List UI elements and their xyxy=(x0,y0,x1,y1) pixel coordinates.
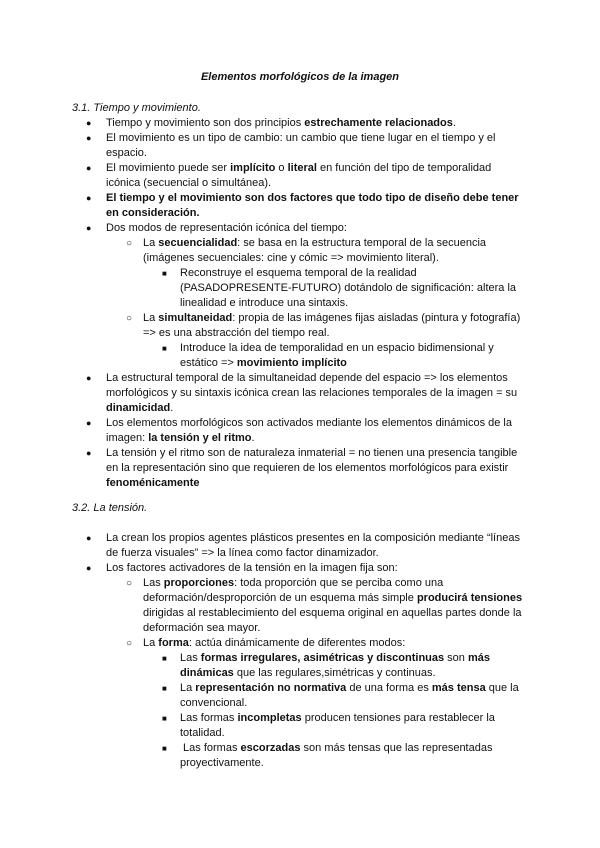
square-marker: ■ xyxy=(162,684,167,693)
bullet-marker: ● xyxy=(86,448,92,458)
bullet-marker: ● xyxy=(86,563,92,573)
section-heading-tiempo-movimiento: 3.1. Tiempo y movimiento. xyxy=(72,102,201,114)
square-marker: ■ xyxy=(162,714,167,723)
bullet-marker: ● xyxy=(86,373,92,383)
sub-sub-list-item: ■ Introduce la idea de temporalidad en un espacio bidimensional y estático => movimiento implícito xyxy=(162,342,494,369)
sub-list-item: ○ La forma: actúa dinámicamente de diferentes modos: xyxy=(126,637,406,649)
list-item: ● Los factores activadores de la tensión en la imagen fija son: xyxy=(86,562,398,574)
sub-sub-list-item: ■ Las formas escorzadas son más tensas que las representadas proyectivamente. xyxy=(162,742,493,769)
sub-list-item: ○ La secuencialidad: se basa en la estructura temporal de la secuencia (imágenes secuenciales: cine y cómic => movimiento literal). xyxy=(126,237,487,264)
bullet-marker: ● xyxy=(86,118,92,128)
sub-sub-list-item: ■ Reconstruye el esquema temporal de la realidad (PASADOPRESENTE-FUTURO) dotándolo de significación: altera la linealidad e introduce una sintaxis. xyxy=(162,267,517,309)
list-item: ● El movimiento puede ser implícito o literal en función del tipo de temporalidad icónica (secuencial o simultánea). xyxy=(86,162,492,189)
page-title: Elementos morfológicos de la imagen xyxy=(200,71,400,83)
circle-marker: ○ xyxy=(126,578,133,589)
circle-marker: ○ xyxy=(126,638,133,649)
square-marker: ■ xyxy=(162,744,167,753)
bullet-marker: ● xyxy=(86,193,92,203)
sub-list-item: ○ La simultaneidad: propia de las imágenes fijas aisladas (pintura y fotografía) => es una abstracción del tiempo real. xyxy=(126,312,521,339)
sub-sub-list-item: ■ Las formas incompletas producen tensiones para restablecer la totalidad. xyxy=(162,712,495,739)
bullet-marker: ● xyxy=(86,163,92,173)
list-item: ● La estructural temporal de la simultaneidad depende del espacio => los elementos morfológicos y su sintaxis icónica crean las relaciones temporales de la imagen = su dinamicidad. xyxy=(86,372,518,414)
bullet-marker: ● xyxy=(86,223,92,233)
list-item: ● La tensión y el ritmo son de naturaleza inmaterial = no tienen una presencia tangible en la representación sino que requieren de los elementos morfológicos para existir fenoménicamente xyxy=(86,447,518,489)
list-item: ● El movimiento es un tipo de cambio: un cambio que tiene lugar en el tiempo y el espacio. xyxy=(86,132,496,159)
bullet-marker: ● xyxy=(86,133,92,143)
square-marker: ■ xyxy=(162,344,167,353)
circle-marker: ○ xyxy=(126,238,133,249)
sub-list-item: ○ Las proporciones: toda proporción que se perciba como una deformación/desproporción de un esquema más simple producirá tensiones dirigidas al restablecimiento del esquema original en aquellas partes donde la deformación sea mayor. xyxy=(126,577,523,634)
sub-sub-list-item: ■ Las formas irregulares, asimétricas y discontinuas son más dinámicas que las regulares,simétricas y continuas. xyxy=(162,652,491,679)
square-marker: ■ xyxy=(162,269,167,278)
list-item: ● La crean los propios agentes plásticos presentes en la composición mediante “líneas de fuerza visuales” => la línea como factor dinamizador. xyxy=(86,532,520,559)
square-marker: ■ xyxy=(162,654,167,663)
bullet-marker: ● xyxy=(86,533,92,543)
bullet-marker: ● xyxy=(86,418,92,428)
sub-sub-list-item: ■ La representación no normativa de una forma es más tensa que la convencional. xyxy=(162,682,519,709)
section-heading-tension: 3.2. La tensión. xyxy=(72,502,148,514)
list-item: ● El tiempo y el movimiento son dos factores que todo tipo de diseño debe tener en consideración. xyxy=(86,192,519,219)
circle-marker: ○ xyxy=(126,313,133,324)
list-item: ● Los elementos morfológicos son activados mediante los elementos dinámicos de la imagen: la tensión y el ritmo. xyxy=(86,417,512,444)
list-item: ● Tiempo y movimiento son dos principios estrechamente relacionados. xyxy=(86,117,456,129)
list-item: ● Dos modos de representación icónica del tiempo: xyxy=(86,222,347,234)
